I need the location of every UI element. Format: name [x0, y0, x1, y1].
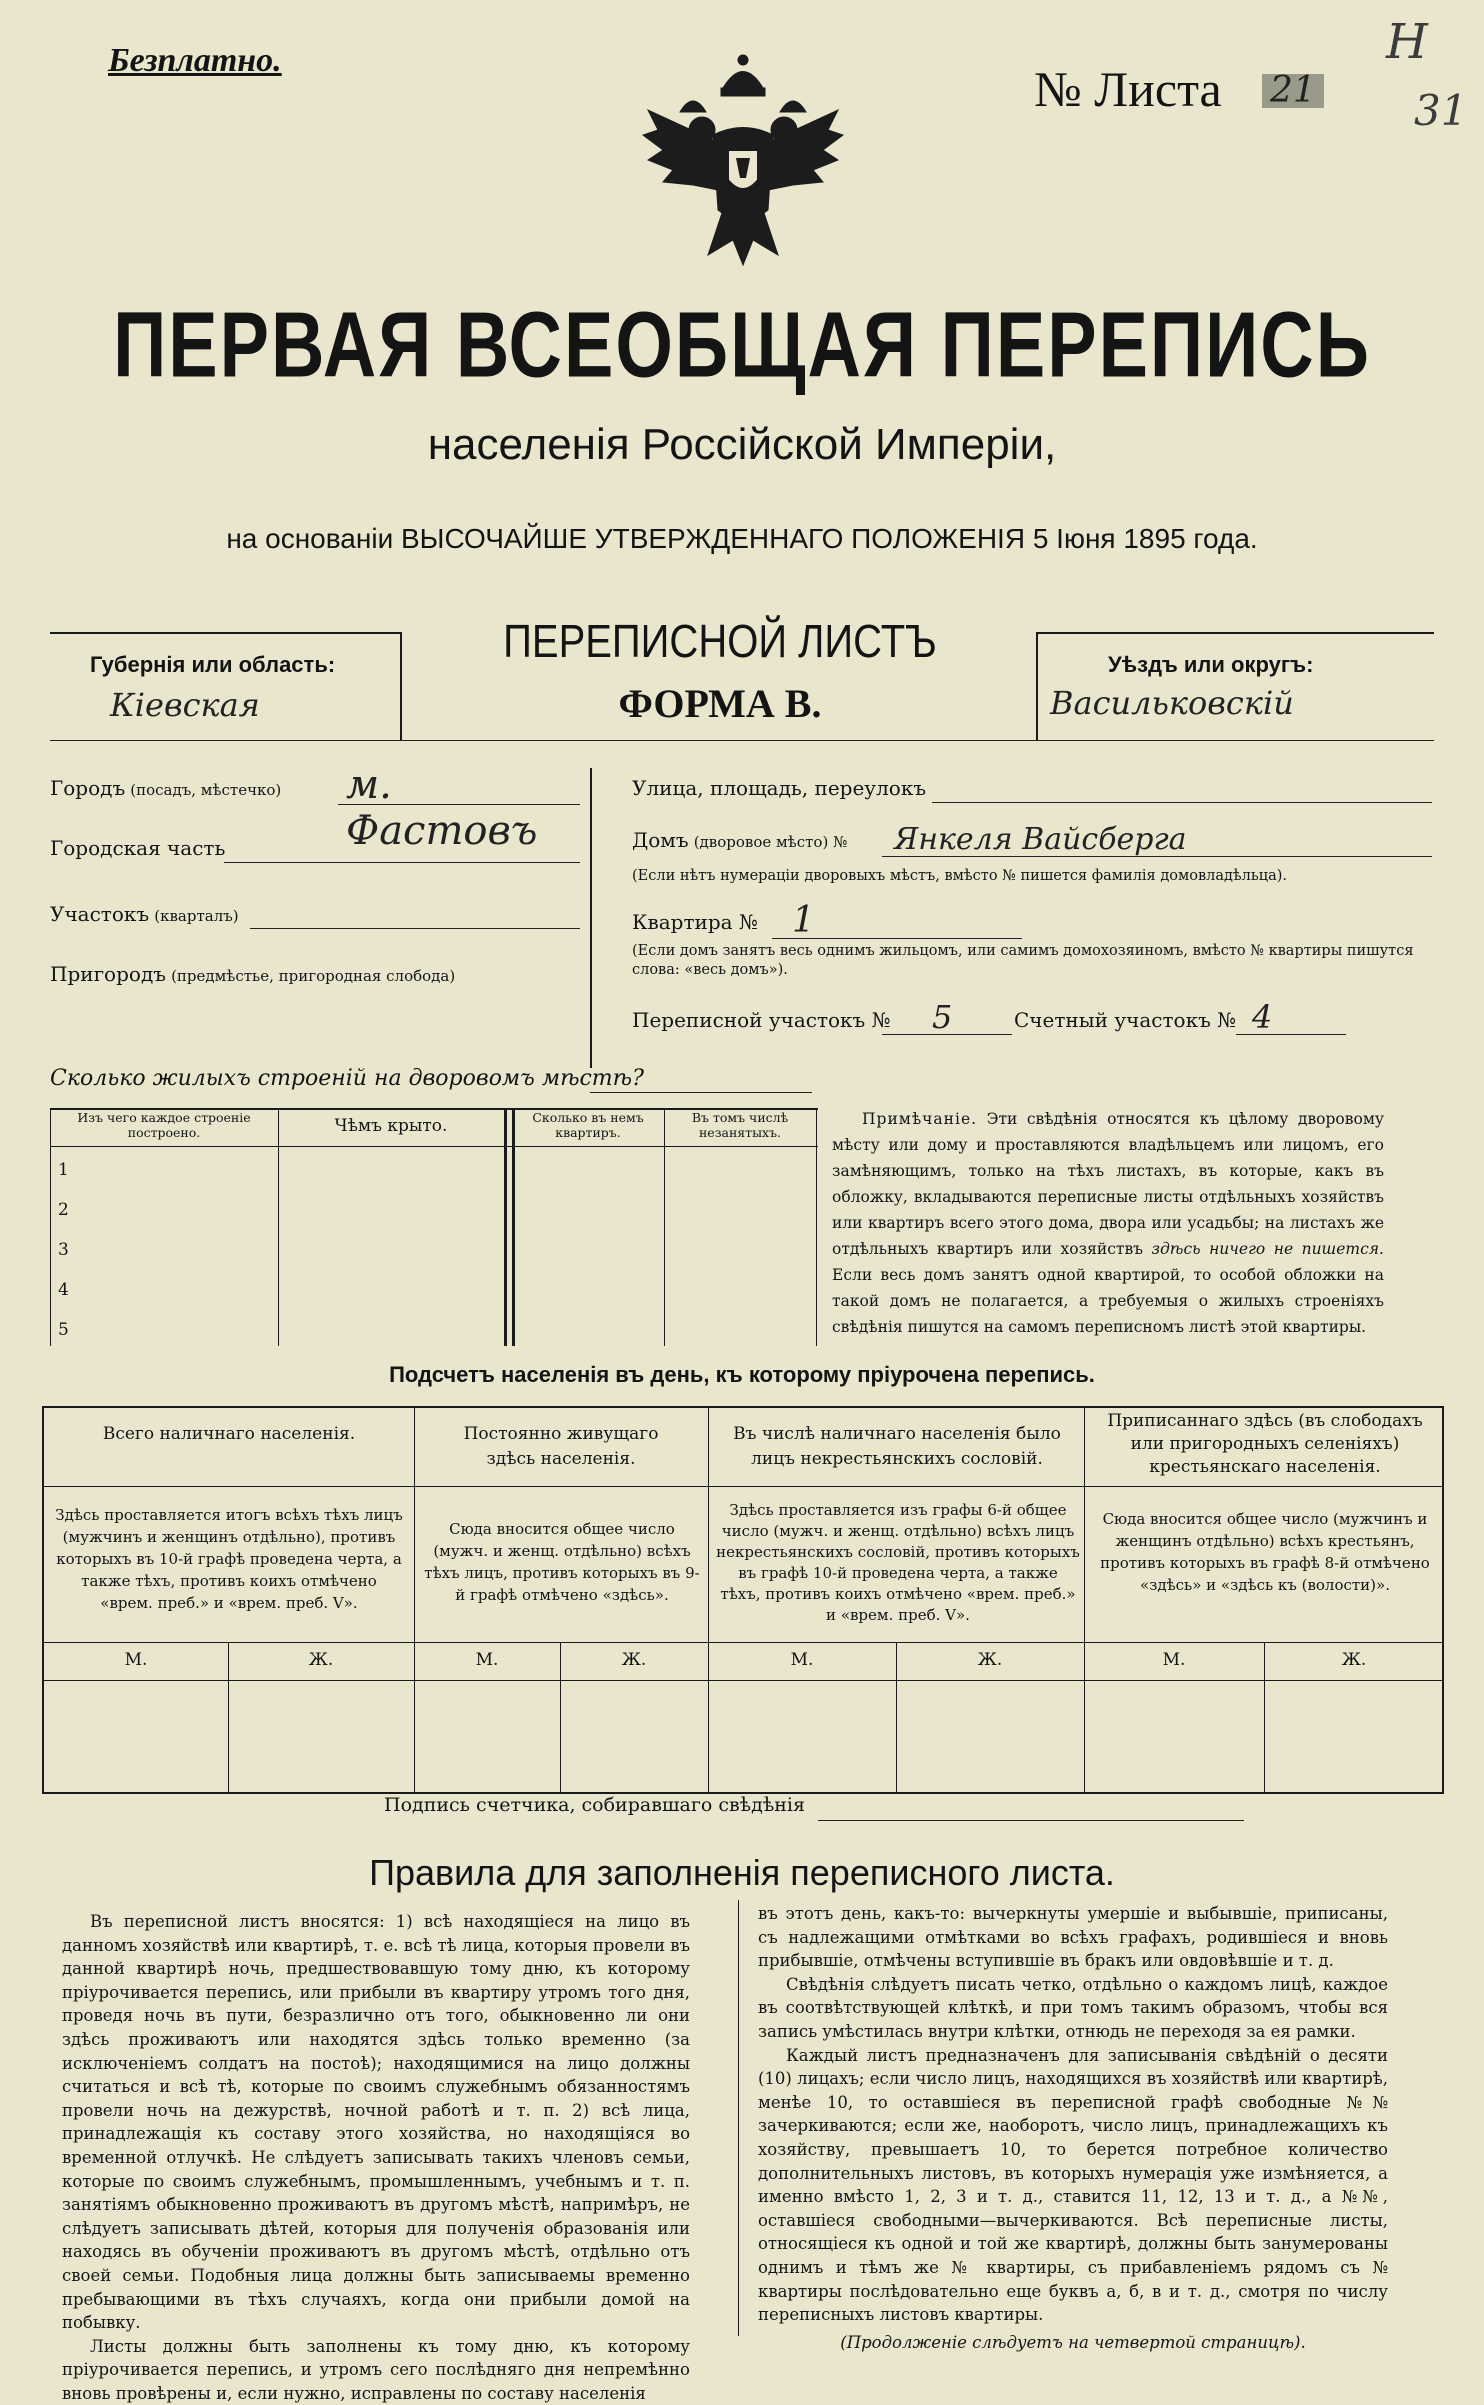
district-hint: (кварталъ): [154, 907, 239, 925]
city-label: Городъ: [50, 776, 126, 800]
census-district-row: [632, 998, 1432, 1048]
district-label: Участокъ: [50, 902, 150, 926]
note-text-c: Если весь домъ занятъ одной квартирой, то особой обложки на такой домъ не полагается, а требуемыя о жилыхъ строеніяхъ свѣдѣнія пишутся на самомъ переписномъ листѣ этой квартиры.: [832, 1266, 1384, 1336]
apartment-note: (Если домъ занятъ весь однимъ жильцомъ, или самимъ домохозяиномъ, вмѣсто № квартиры пишутся слова: «весь домъ»).: [632, 943, 1414, 978]
count-col4-title: Приписаннаго здѣсь (въ слободахъ или пригородныхъ селеніяхъ) крестьянскаго населенія.: [1107, 1411, 1423, 1477]
city-hint: (посадъ, мѣстечко): [130, 781, 282, 799]
uezd-label: Уѣздъ или округъ:: [1108, 652, 1314, 677]
house-hint: (дворовое мѣсто) №: [693, 833, 848, 851]
col-material-header: Изъ чего каждое строеніе построено.: [77, 1110, 251, 1140]
sheet-number-value: 21: [1262, 74, 1324, 108]
col4-female: Ж.: [1341, 1650, 1367, 1670]
uezd-box: [1036, 632, 1434, 740]
note-text-a: Эти свѣдѣнія относятся къ цѣлому дворовому мѣсту или дому и проставляются владѣльцемъ или лицомъ, его замѣняющимъ, только на тѣхъ листахъ, въ которые, какъ въ обложку, вкладываются переписные листы отдѣльныхъ хозяйствъ или квартиръ всего этого дома, двора или усадьбы; на листахъ же отдѣльныхъ квартиръ или хозяйствъ: [832, 1110, 1384, 1258]
col3-male: М.: [790, 1650, 814, 1670]
rules-left-p1: Въ переписной листъ вносятся: 1) всѣ находящіеся на лицо въ данномъ хозяйствѣ или квартирѣ, т. е. всѣ тѣ лица, которыя провели въ данной квартирѣ ночь, предшествовавшую тому дню, къ которому пріурочивается перепись, или прибыли въ квартиру утромъ того дня, проведя ночь въ пути, безразлично отъ того, обыкновенно ли они здѣсь проживаютъ или находятся здѣсь только временно (за исключеніемъ солдатъ на постоѣ); находящимися на лицо должны считаться и всѣ тѣ, которые по своимъ служебнымъ обязанностямъ провели ночь на дежурствѣ, ночной работѣ и т. п. 2) всѣ лица, принадлежащія къ составу этого хозяйства, но находящіяся во временной отлучкѣ. Не слѣдуетъ записывать такихъ членовъ семьи, которые по своимъ служебнымъ, промышленнымъ, учебнымъ и т. п. занятіямъ обыкновенно проживаютъ въ другомъ мѣстѣ, напримѣръ, не слѣдуетъ записывать дѣтей, которыя для полученія образованія или находясь въ обученіи проживаютъ въ другомъ мѣстѣ, отдѣльно отъ своей семьи. Подобныя лица должны быть записываемы временно пребывающими въ тѣхъ случаяхъ, когда они прибыли домой на побывку.: [62, 1912, 690, 2333]
basis-line: на основаніи ВЫСОЧАЙШЕ УТВЕРЖДЕННАГО ПОЛОЖЕНІЯ 5 Іюня 1895 года.: [226, 523, 1258, 554]
rules-left-column: [62, 1910, 690, 2405]
col-apartments-header: Сколько въ немъ квартиръ.: [532, 1110, 644, 1140]
uezd-value: Васильковскій: [1050, 684, 1294, 722]
district-row: [50, 902, 580, 942]
city-part-row: [50, 836, 580, 876]
table-row: 2: [58, 1200, 69, 1220]
buildings-table: [50, 1108, 818, 1346]
buildings-question-line: [590, 1092, 812, 1093]
gubernia-label: Губернія или область:: [90, 652, 336, 677]
rules-left-p2: Листы должны быть заполнены къ тому дню, къ которому пріурочивается перепись, и утромъ сего послѣдняго дня непремѣнно вновь провѣрены и, если нужно, исправлены по составу населенія: [62, 2336, 690, 2403]
col3-female: Ж.: [977, 1650, 1003, 1670]
rules-title: Правила для заполненія переписного листа.: [369, 1852, 1115, 1893]
census-district-value: 5: [932, 998, 953, 1036]
count-col2-text: Сюда вносится общее число (мужч. и женщ. отдѣльно) всѣхъ тѣхъ лицъ, противъ которыхъ въ 9-й графѣ отмѣчено «здѣсь».: [424, 1520, 700, 1604]
suburb-row: [50, 962, 580, 1002]
gubernia-box: [50, 632, 402, 740]
suburb-hint: (предмѣстье, пригородная слобода): [171, 967, 456, 985]
col-empty-header: Въ томъ числѣ незанятыхъ.: [691, 1110, 789, 1140]
city-value: м. Фастовъ: [346, 762, 538, 854]
rules-right-column: [758, 1902, 1388, 2354]
archive-mark-number: 31: [1414, 86, 1468, 135]
count-col3-text: Здѣсь проставляется изъ графы 6-й общее число (мужч. и женщ. отдѣльно) всѣхъ лицъ некрестьянскихъ сословій, противъ которыхъ въ графѣ 10-й проведена черта, а также тѣхъ, противъ коихъ отмѣчено «врем. преб.» и «врем. преб. V».: [716, 1501, 1080, 1624]
form-type: ФОРМА В.: [618, 681, 822, 726]
address-divider: [590, 768, 592, 1068]
house-label: Домъ: [632, 828, 689, 852]
count-col2-title: Постоянно живущаго здѣсь населенія.: [463, 1424, 659, 1469]
note-label: Примѣчаніе.: [862, 1110, 978, 1128]
col4-male: М.: [1162, 1650, 1186, 1670]
rules-right-p3: Каждый листъ предназначенъ для записыванія свѣдѣній о десяти (10) лицахъ; если число лицъ, находящихся въ хозяйствѣ или квартирѣ, менѣе 10, то оставшіеся въ переписной графѣ свободные №№ зачеркиваются; если же, наоборотъ, число лицъ, принадлежащихъ къ хозяйству, превышаетъ 10, то берется потребное количество дополнительныхъ листовъ, въ которыхъ нумерація уже измѣняется, а именно вмѣсто 1, 2, 3 и т. д., ставится 11, 12, 13 и т. д., а №№, оставшіеся свободными—вычеркиваются. Всѣ переписные листы, относящіеся къ одной и той же квартирѣ, должны быть занумерованы однимъ и тѣмъ же № квартиры, съ прибавленіемъ рядомъ съ № квартиры послѣдовательно еще буквъ а, б, в и т. д., смотря по числу переписныхъ листовъ квартиры.: [758, 2045, 1388, 2325]
table-row: 4: [58, 1280, 69, 1300]
signature-line: [818, 1820, 1244, 1821]
count-col4-text: Сюда вносится общее число (мужчинъ и женщинъ отдѣльно) всѣхъ крестьянъ, противъ которыхъ въ графѣ 8-й отмѣчено «здѣсь» и «здѣсь къ (волости)».: [1100, 1510, 1430, 1594]
table-row: 3: [58, 1240, 69, 1260]
house-value: Янкеля Вайсберга: [894, 822, 1187, 857]
buildings-note: [832, 1106, 1384, 1340]
street-label: Улица, площадь, переулокъ: [632, 776, 927, 800]
count-col1-text: Здѣсь проставляется итогъ всѣхъ тѣхъ лицъ (мужчинъ и женщинъ отдѣльно), противъ которыхъ въ 10-й графѣ проведена черта, а также тѣхъ, противъ коихъ отмѣчено «врем. преб.» и «врем. преб. V».: [55, 1506, 403, 1612]
apartment-value: 1: [792, 900, 815, 941]
col-roof-header: Чѣмъ крыто.: [334, 1116, 448, 1136]
free-label: Безплатно.: [108, 42, 282, 79]
city-part-label: Городская часть: [50, 836, 226, 860]
house-row: [632, 822, 1432, 868]
rules-right-p2: Свѣдѣнія слѣдуетъ писать четко, отдѣльно о каждомъ лицѣ, каждое въ соотвѣтствующей клѣткѣ, и при томъ такимъ образомъ, чтобы вся запись умѣстилась внутри клѣтки, отнюдь не переходя за ея рамки.: [758, 1974, 1388, 2041]
sheet-number-label: № Листа: [1034, 61, 1222, 117]
buildings-question: Сколько жилыхъ строеній на дворовомъ мѣстѣ?: [50, 1066, 644, 1091]
col1-male: М.: [124, 1650, 148, 1670]
house-note: (Если нѣтъ нумераціи дворовыхъ мѣстъ, вмѣсто № пишется фамилія домовладѣльца).: [632, 868, 1288, 884]
census-district-label: Переписной участокъ №: [632, 1008, 891, 1032]
archive-mark-letter: H: [1386, 14, 1428, 70]
table-row: 5: [58, 1320, 69, 1340]
count-col3-title: Въ числѣ наличнаго населенія было лицъ некрестьянскихъ сословій.: [733, 1424, 1061, 1469]
signature-label: Подпись счетчика, собиравшаго свѣдѣнія: [384, 1794, 805, 1816]
table-row: 1: [58, 1160, 69, 1180]
count-district-value: 4: [1252, 998, 1273, 1036]
rules-divider: [738, 1900, 739, 2336]
count-heading: Подсчетъ населенія въ день, къ которому пріурочена перепись.: [389, 1362, 1095, 1387]
note-text-b: здѣсь ничего не пишется.: [1151, 1240, 1384, 1258]
col2-male: М.: [475, 1650, 499, 1670]
main-title: ПЕРВАЯ ВСЕОБЩАЯ ПЕРЕПИСЬ: [113, 292, 1371, 397]
subtitle: населенія Россійской Имперіи,: [427, 420, 1057, 469]
suburb-label: Пригородъ: [50, 962, 166, 986]
count-table: [42, 1406, 1444, 1794]
count-col1-title: Всего наличнаго населенія.: [102, 1424, 356, 1444]
imperial-eagle-emblem: [618, 50, 868, 275]
rules-continued: (Продолженіе слѣдуетъ на четвертой страницѣ).: [840, 2332, 1306, 2352]
count-district-label: Счетный участокъ №: [1014, 1008, 1237, 1032]
rules-right-p1: въ этотъ день, какъ-то: вычеркнуты умершіе и выбывшіе, приписаны, съ надлежащими отмѣтками во всѣхъ графахъ, родившіеся и вновь прибывшіе, отмѣчены вступившіе въ бракъ или овдовѣвшіе и т. д.: [758, 1904, 1388, 1971]
form-header-divider: [50, 740, 1434, 741]
col1-female: Ж.: [308, 1650, 334, 1670]
street-row: [632, 776, 1432, 816]
col2-female: Ж.: [621, 1650, 647, 1670]
gubernia-value: Кіевская: [110, 686, 260, 724]
apartment-label: Квартира №: [632, 910, 758, 934]
form-name: ПЕРЕПИСНОЙ ЛИСТЪ: [503, 616, 937, 668]
